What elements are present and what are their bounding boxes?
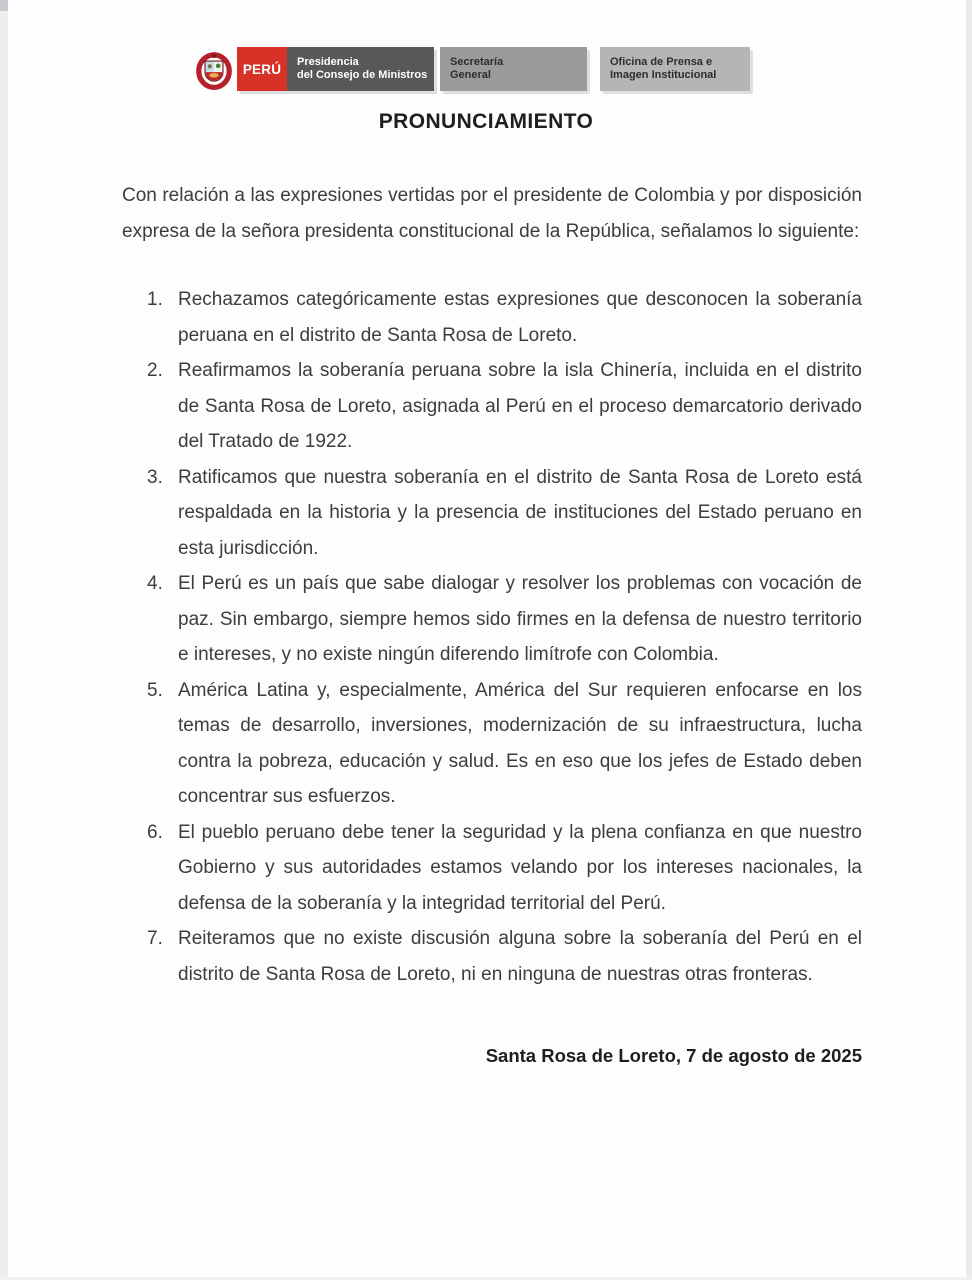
oficina-prensa-block [600,47,750,91]
intro-paragraph: Con relación a las expresiones vertidas por el presidente de Colombia y por disposición expresa de la señora presidenta constitucional de la República, señalamos lo siguiente: [122,185,862,242]
list-item [122,566,862,673]
list-item [122,673,862,815]
pcm-line1: Presidencia [297,56,359,68]
scan-edge-left [0,0,8,1280]
document-body [122,178,862,1074]
peru-brand-label: PERÚ [242,61,282,77]
oficina-line2: Imagen Institucional [610,69,717,81]
item-number: 2. [147,360,163,381]
secretaria-line1: Secretaría [450,56,504,68]
list-item [122,353,862,460]
item-number: 5. [147,679,163,701]
item-number: 7. [147,928,163,949]
item-number: 1. [147,289,163,310]
statement-list [122,282,862,992]
institutional-header [190,47,750,91]
scan-edge-right [966,0,972,1280]
item-text: Reafirmamos la soberanía peruana sobre la isla Chinería, incluida en el distrito de Santa Rosa de Loreto, asignada al Perú en el proceso demarcatorio derivado del Tratado de 1922. [178,360,862,452]
document-title: PRONUNCIAMIENTO [378,110,594,133]
scan-edge-corner [0,0,8,11]
oficina-line1: Oficina de Prensa e [610,56,713,68]
item-text: Reiteramos que no existe discusión alguna sobre la soberanía del Perú en el distrito de Santa Rosa de Loreto, ni en ninguna de nuestras otras fronteras. [178,928,862,985]
item-text: El Perú es un país que sabe dialogar y resolver los problemas con vocación de paz. Sin embargo, siempre hemos sido firmes en la defensa de nuestro territorio e intereses, y no existe ningún diferendo limítrofe con Colombia. [178,573,862,665]
item-number: 4. [147,573,163,594]
peru-coat-of-arms-icon [190,47,237,91]
list-item [122,921,862,992]
list-item [122,460,862,567]
secretaria-line2: General [450,69,491,81]
dateline: Santa Rosa de Loreto, 7 de agosto de 2025 [485,1045,862,1066]
pcm-line2: del Consejo de Ministros [297,69,428,81]
pcm-block [287,47,434,91]
list-item [122,815,862,922]
item-number: 3. [147,466,163,488]
item-number: 6. [147,821,163,843]
item-text: Rechazamos categóricamente estas expresiones que desconocen la soberanía peruana en el distrito de Santa Rosa de Loreto. [178,289,862,346]
item-text: El pueblo peruano debe tener la seguridad y la plena confianza en que nuestro Gobierno y sus autoridades estamos velando por los intereses nacionales, la defensa de la soberanía y la integridad territorial del Perú. [178,821,862,914]
item-text: América Latina y, especialmente, América del Sur requieren enfocarse en los temas de desarrollo, inversiones, modernización de su infraestructura, lucha contra la pobreza, educación y salud. Es en eso que los jefes de Estado deben concentrar sus esfuerzos. [178,679,862,807]
item-text: Ratificamos que nuestra soberanía en el distrito de Santa Rosa de Loreto está respaldada en la historia y la presencia de instituciones del Estado peruano en esta jurisdicción. [178,466,862,559]
secretaria-general-block [440,47,587,91]
list-item [122,282,862,353]
peru-brand-block [237,47,287,91]
